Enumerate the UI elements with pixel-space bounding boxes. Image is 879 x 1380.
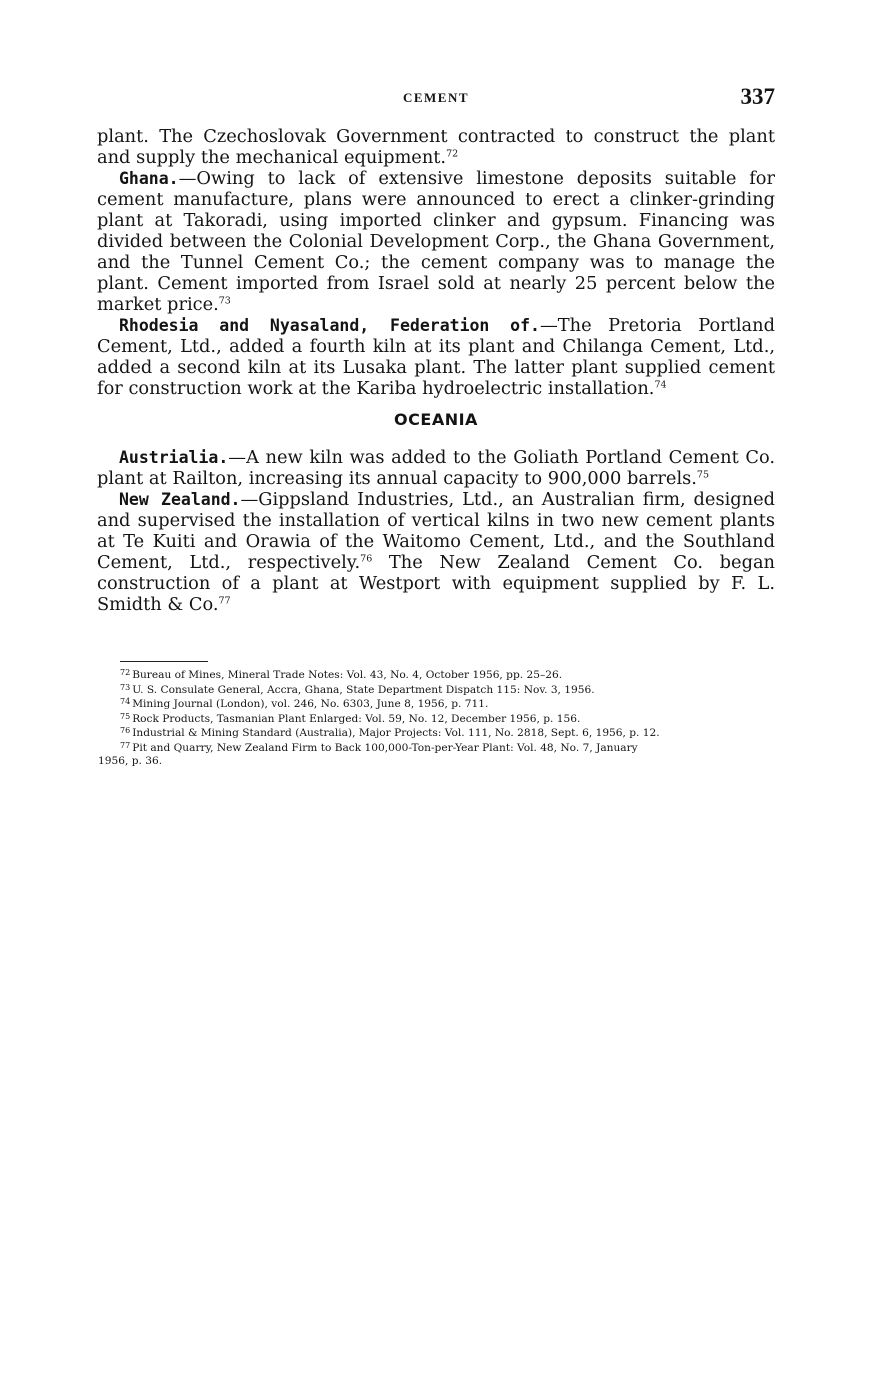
footnote-rule [120,661,208,662]
footnotes [98,667,770,767]
paragraph-continuation: plant. The Czechoslovak Government contracted to construct the plant and supply the mechanical equipment.$^{72}$ [97,126,775,168]
footnote-ref: 72 [446,148,459,160]
footnote: $^{74}$ Mining Journal (London), vol. 246, No. 6303, June 8, 1956, p. 711. [120,697,489,711]
country-heading-australia: Austrialia. [119,448,229,467]
footnote-ref: 73 [218,295,231,307]
section-heading-oceania: OCEANIA [394,410,478,429]
footnote-ref: 76 [360,553,373,565]
page-number: 337 [740,84,775,109]
footnote: $^{75}$ Rock Products, Tasmanian Plant Enlarged: Vol. 59, No. 12, December 1956, p. 156. [120,711,581,725]
paragraph-new-zealand: New Zealand.—Gippsland Industries, Ltd., an Australian firm, designed and supervised the installation of vertical kilns in two new cement plants at Te Kuiti and Orawia of the Waitomo Cement, Ltd., and the Southland Cement, Ltd., respectively.$^{76}$ The New Zealand Cement Co. began construction of a plant at Westport with equipment supplied by F. L. Smidth & Co.$^{77}$ [97,489,776,615]
country-heading-rhodesia: Rhodesia and Nyasaland, Federation of. [119,316,540,335]
footnote: $^{72}$ Bureau of Mines, Mineral Trade Notes: Vol. 43, No. 4, October 1956, pp. 25–26. [120,668,563,682]
paragraph-rhodesia: Rhodesia and Nyasaland, Federation of.—The Pretoria Portland Cement, Ltd., added a fourth kiln at its plant and Chilanga Cement, Ltd., added a second kiln at its Lusaka plant. The latter plant supplied cement for construction work at the Kariba hydroelectric installation.$^{74}$ [97,315,775,399]
country-heading-new-zealand: New Zealand. [119,490,241,509]
footnote-ref: 75 [696,469,710,481]
page-header [97,84,775,114]
country-heading-ghana: Ghana. [119,169,179,188]
paragraph-ghana: Ghana.—Owing to lack of extensive limestone deposits suitable for cement manufacture, plans were announced to erect a clinker-grinding plant at Takoradi, using imported clinker and gypsum. Financing was divided between the Colonial Development Corp., the Ghana Government, and the Tunnel Cement Co.; the cement company was to manage the plant. Cement imported from Israel sold at nearly 25 percent below the market price.$^{73}$ [97,168,775,315]
running-title: CEMENT [402,90,470,105]
body-text [97,126,775,615]
footnote: $^{73}$ U. S. Consulate General, Accra, Ghana, State Department Dispatch 115: Nov. 3, 1956. [120,682,595,696]
footnote-ref: 77 [218,595,231,607]
paragraph-australia: Austrialia.—A new kiln was added to the Goliath Portland Cement Co. plant at Railton, increasing its annual capacity to 900,000 barrels.$^{75}$ [97,447,775,489]
footnote: $^{77}$ Pit and Quarry, New Zealand Firm to Back 100,000-Ton-per-Year Plant: Vol. 48, No. 7, January [120,740,638,755]
footnote-continuation: 1956, p. 36. [98,754,163,767]
footnote: $^{76}$ Industrial & Mining Standard (Australia), Major Projects: Vol. 111, No. 2818, Sept. 6, 1956, p. 12. [120,726,660,740]
footnote-ref: 74 [654,379,667,391]
